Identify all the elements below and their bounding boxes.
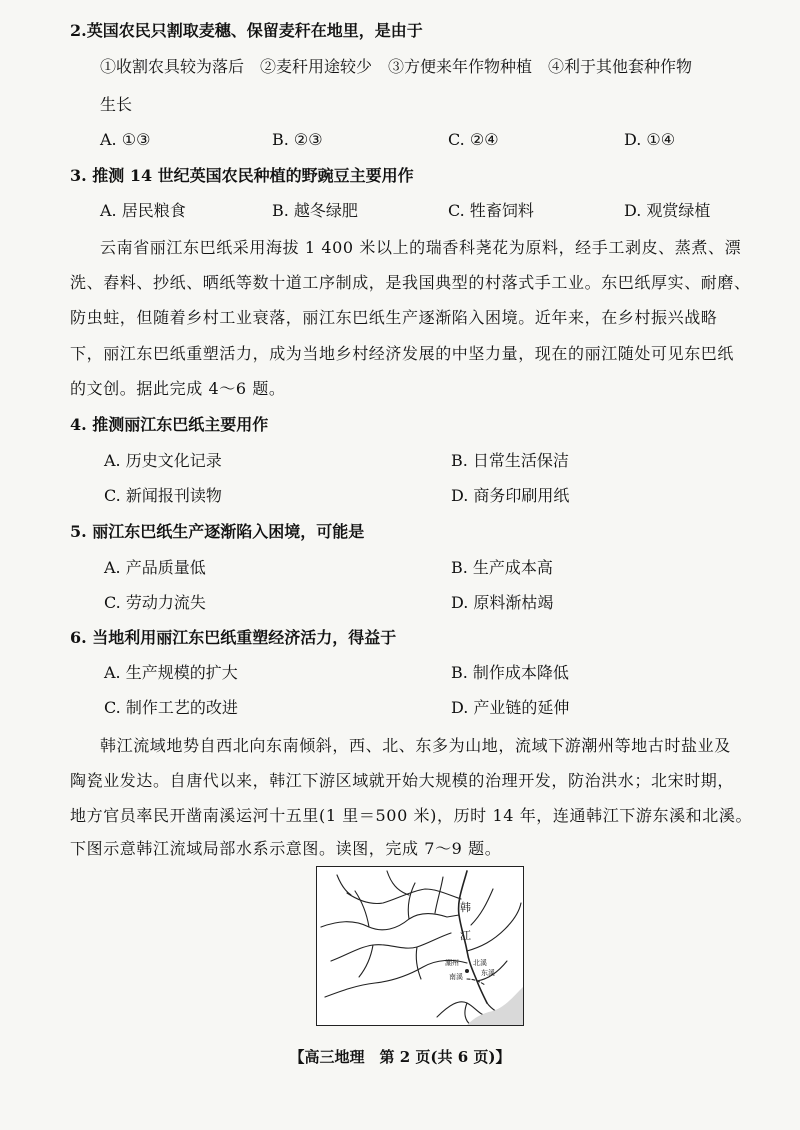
- q2-choices-line1: ①收割农具较为落后 ②麦秆用途较少 ③方便来年作物种植 ④利于其他套种作物: [100, 57, 693, 76]
- q3-option-d: D. 观赏绿植: [624, 201, 711, 220]
- passage1-line: 防虫蛀，但随着乡村工业衰落，丽江东巴纸生产逐渐陷入困境。近年来，在乡村振兴战略: [70, 308, 718, 327]
- q5-option-d: D. 原料渐枯竭: [451, 593, 554, 612]
- passage1-line: 洗、舂料、抄纸、晒纸等数十道工序制成，是我国典型的村落式手工业。东巴纸厚实、耐磨、: [70, 273, 751, 292]
- river-network-svg: [317, 867, 523, 1025]
- q2-choices-line2: 生长: [100, 95, 133, 114]
- q6-option-c: C. 制作工艺的改进: [104, 698, 238, 717]
- q6-option-a: A. 生产规模的扩大: [104, 663, 238, 682]
- q4-option-b: B. 日常生活保洁: [451, 451, 569, 470]
- q6-option-d: D. 产业链的延伸: [451, 698, 570, 717]
- q3-option-b: B. 越冬绿肥: [272, 201, 358, 220]
- han-river-map: [316, 866, 524, 1026]
- passage2-line: 韩江流域地势自西北向东南倾斜，西、北、东多为山地，流域下游潮州等地古时盐业及: [100, 736, 731, 755]
- q6-option-b: B. 制作成本降低: [451, 663, 569, 682]
- q3-option-c: C. 牲畜饲料: [448, 201, 534, 220]
- passage2-line: 陶瓷业发达。自唐代以来，韩江下游区域就开始大规模的治理开发，防治洪水；北宋时期，: [70, 771, 735, 790]
- map-label-nanxi: 南溪: [449, 973, 463, 981]
- map-label-chaozhou: 潮州: [445, 959, 459, 967]
- map-label-dongxi: 东溪: [481, 969, 495, 977]
- q4-option-d: D. 商务印刷用纸: [451, 486, 570, 505]
- q5-option-a: A. 产品质量低: [104, 558, 206, 577]
- q2-option-b: B. ②③: [272, 130, 323, 149]
- q4-stem: 4. 推测丽江东巴纸主要用作: [70, 415, 269, 434]
- page-footer: 【高三地理 第 2 页(共 6 页)】: [289, 1048, 511, 1066]
- q6-stem: 6. 当地利用丽江东巴纸重塑经济活力，得益于: [70, 628, 397, 647]
- map-label-han: 韩: [460, 901, 471, 914]
- q3-stem: 3. 推测 14 世纪英国农民种植的野豌豆主要用作: [70, 166, 414, 185]
- q5-stem: 5. 丽江东巴纸生产逐渐陷入困境，可能是: [70, 522, 365, 541]
- map-label-beixi: 北溪: [473, 959, 487, 967]
- q2-option-d: D. ①④: [624, 130, 676, 149]
- q3-option-a: A. 居民粮食: [100, 201, 186, 220]
- chaozhou-marker: [465, 969, 469, 973]
- q4-option-a: A. 历史文化记录: [104, 451, 222, 470]
- passage1-line: 下，丽江东巴纸重塑活力，成为当地乡村经济发展的中坚力量，现在的丽江随处可见东巴纸: [70, 344, 735, 363]
- passage1-line: 云南省丽江东巴纸采用海拔 1 400 米以上的瑞香科荛花为原料，经手工剥皮、蒸煮、漂: [100, 238, 742, 257]
- passage2-line: 地方官员率民开凿南溪运河十五里(1 里＝500 米)，历时 14 年，连通韩江下游东溪和北溪。: [70, 806, 753, 825]
- q2-stem: 2.英国农民只割取麦穗、保留麦秆在地里，是由于: [70, 21, 423, 40]
- q5-option-b: B. 生产成本高: [451, 558, 553, 577]
- q2-option-c: C. ②④: [448, 130, 499, 149]
- q5-option-c: C. 劳动力流失: [104, 593, 206, 612]
- passage1-line: 的文创。据此完成 4～6 题。: [70, 379, 286, 398]
- passage2-line: 下图示意韩江流域局部水系示意图。读图，完成 7～9 题。: [70, 839, 502, 858]
- q2-option-a: A. ①③: [100, 130, 151, 149]
- map-label-jiang: 江: [460, 929, 471, 942]
- q4-option-c: C. 新闻报刊读物: [104, 486, 222, 505]
